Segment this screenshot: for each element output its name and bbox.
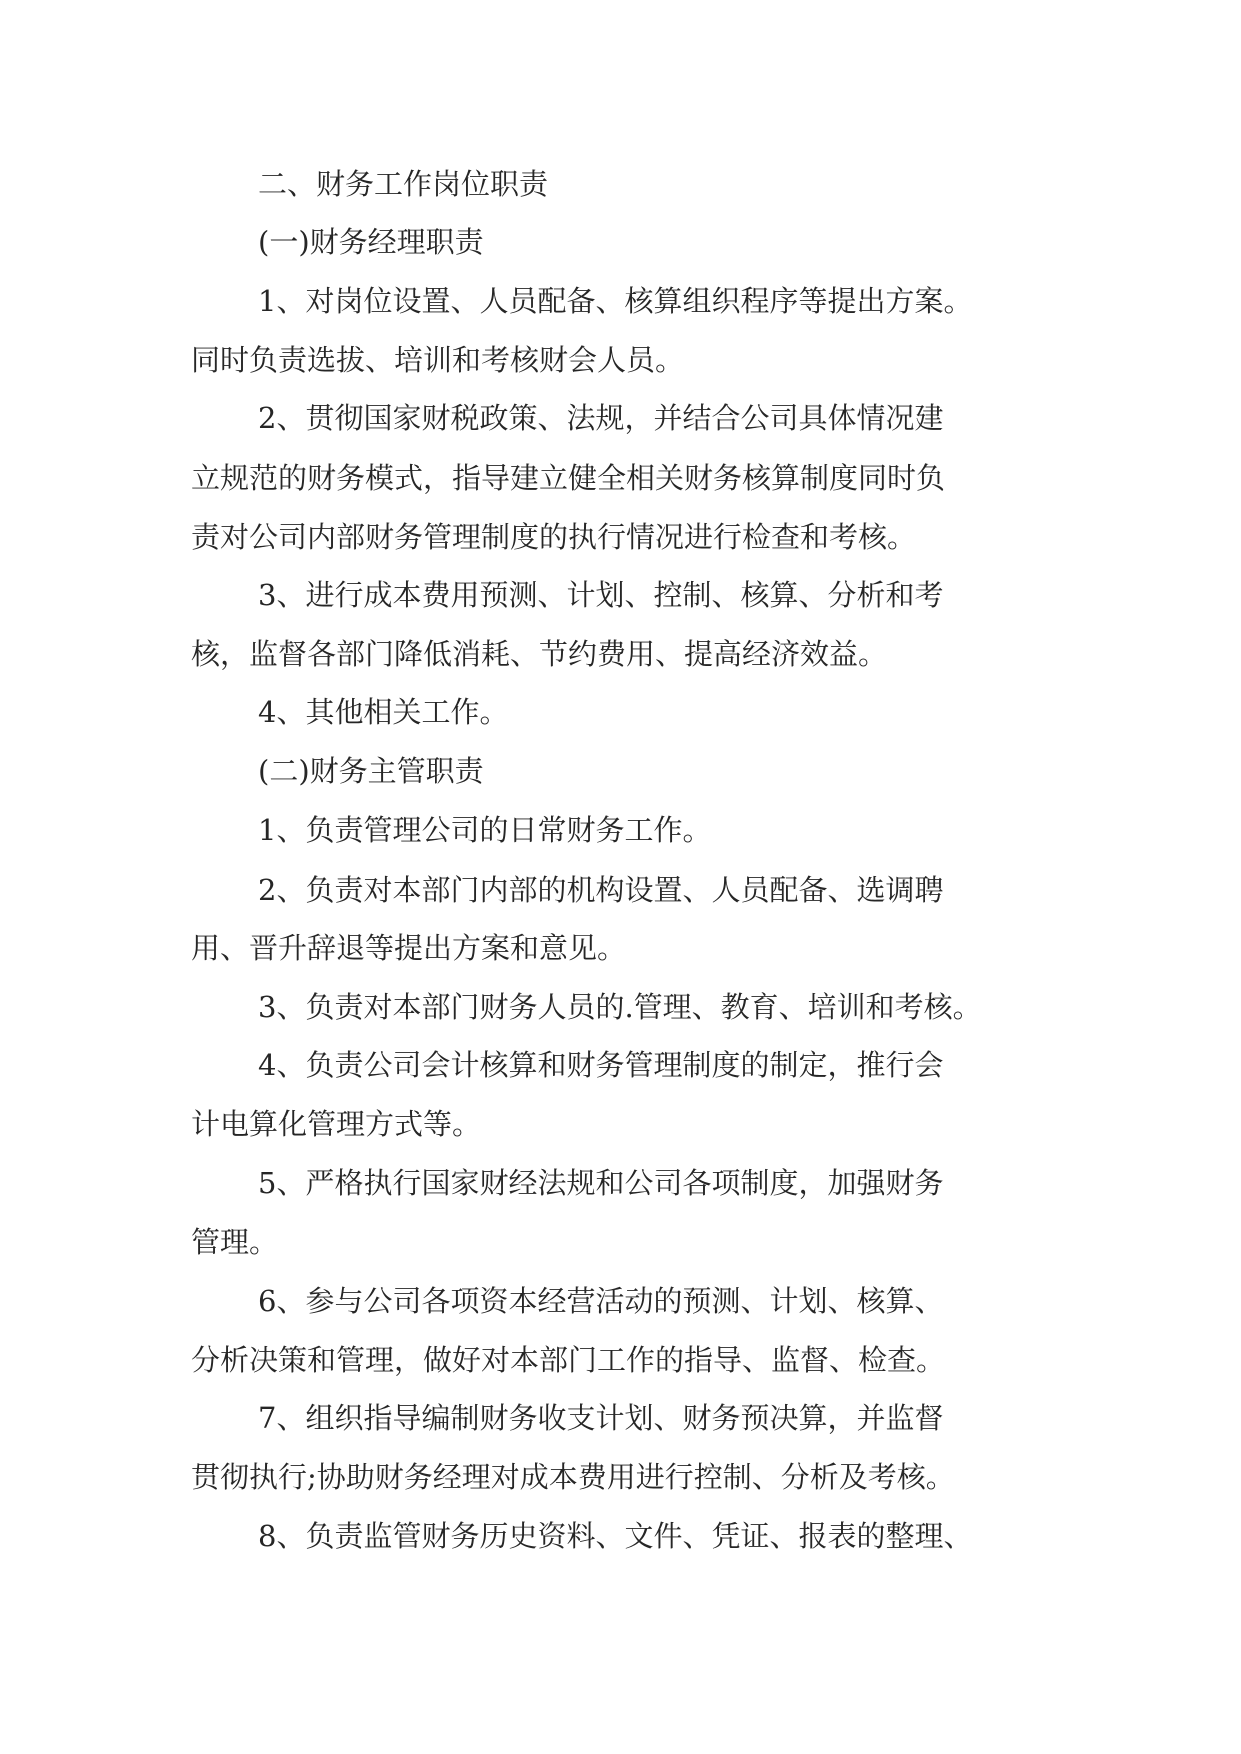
paragraph-line: 计电算化管理方式等。 (191, 1107, 482, 1141)
paragraph-line: 4、其他相关工作。 (258, 695, 509, 729)
paragraph-line: 同时负责选拔、培训和考核财会人员。 (191, 343, 685, 377)
paragraph-line: 责对公司内部财务管理制度的执行情况进行检查和考核。 (191, 520, 917, 554)
paragraph-line: 分析决策和管理，做好对本部门工作的指导、监督、检查。 (191, 1343, 946, 1377)
subsection-heading: (一)财务经理职责 (258, 225, 484, 259)
subsection-heading: (二)财务主管职责 (258, 754, 484, 788)
paragraph-line: 4、负责公司会计核算和财务管理制度的制定，推行会 (258, 1048, 944, 1082)
paragraph-line: 5、严格执行国家财经法规和公司各项制度，加强财务 (258, 1166, 944, 1200)
paragraph-line: 核，监督各部门降低消耗、节约费用、提高经济效益。 (191, 637, 888, 671)
paragraph-line: 管理。 (191, 1225, 279, 1259)
paragraph-line: 3、负责对本部门财务人员的.管理、教育、培训和考核。 (258, 990, 982, 1024)
paragraph-line: 贯彻执行;协助财务经理对成本费用进行控制、分析及考核。 (191, 1460, 955, 1494)
paragraph-line: 1、负责管理公司的日常财务工作。 (258, 813, 712, 847)
paragraph-line: 1、对岗位设置、人员配备、核算组织程序等提出方案。 (258, 284, 973, 318)
paragraph-line: 2、贯彻国家财税政策、法规，并结合公司具体情况建 (258, 401, 944, 435)
paragraph-line: 3、进行成本费用预测、计划、控制、核算、分析和考 (258, 578, 944, 612)
paragraph-line: 8、负责监管财务历史资料、文件、凭证、报表的整理、 (258, 1519, 973, 1553)
section-heading: 二、财务工作岗位职责 (258, 167, 549, 201)
paragraph-line: 7、组织指导编制财务收支计划、财务预决算，并监督 (258, 1401, 944, 1435)
paragraph-line: 2、负责对本部门内部的机构设置、人员配备、选调聘 (258, 873, 944, 907)
paragraph-line: 6、参与公司各项资本经营活动的预测、计划、核算、 (258, 1284, 944, 1318)
paragraph-line: 用、晋升辞退等提出方案和意见。 (191, 931, 627, 965)
paragraph-line: 立规范的财务模式，指导建立健全相关财务核算制度同时负 (191, 461, 946, 495)
